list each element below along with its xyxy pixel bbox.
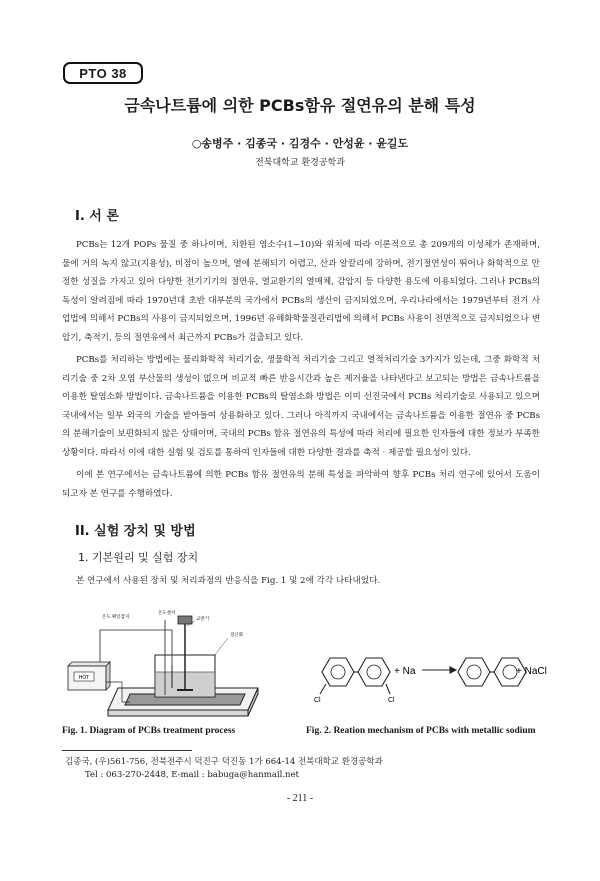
treatment-process-diagram [60, 610, 290, 722]
stirrer-label: 교반기 [196, 616, 210, 621]
intro-paragraph-3: 이에 본 연구에서는 금속나트륨에 의한 PCBs 함유 절연유의 분해 특성을 파악하여 향후 PCBs 처리 연구에 있어서 도움이 되고자 본 연구를 수행하였다. [62, 470, 540, 499]
temperature-sensor-label: 온도센서 [158, 610, 176, 615]
methods-paragraph-1: 본 연구에서 사용된 장치 및 처리과정의 반응식을 Fig. 1 및 2에 각각 나타내었다. [76, 576, 381, 586]
intro-paragraph-2: PCBs를 처리하는 방법에는 물리화학적 처리기술, 생물학적 처리기술 그리고 열적처리기술 3가지가 있는데, 그중 화학적 처리기술 중 2차 오염 부산물의 생성이 없으며 비교적 빠른 반응시간과 높은 제거율을 나타낸다고 보고되는 방법은 금속나트륨을 이용한 탈염소화 방법이다. 금속나트륨을 이용한 PCBs의 탈염소화 방법은 이미 선진국에서 PCBs 처리기술로 사용되고 있으며 국내에서는 일부 외국의 기술을 받아들여 상용화하고 있다. 그러나 아직까지 국내에서는 금속나트륨을 이용한 절연유 중 PCBs의 분해기술이 보편화되지 않은 상태이며, 국내의 PCBs 함유 절연유의 특성에 따라 처리에 필요한 인자들에 대한 정보가 부족한 상황이다. 따라서 이에 대한 실험 및 검토를 통하여 인자들에 대한 다양한 결과를 축적 · 제공할 필요성이 있다. [62, 355, 540, 458]
figure-2-caption: Fig. 2. Reation mechanism of PCBs with metallic sodium [306, 726, 536, 736]
footnote-address: 김종국, (우)561-756, 전북전주시 덕진구 덕진동 1가 664-14 전북대학교 환경공학과 [65, 757, 383, 767]
sodium-chloride-product-label: + NaCl [516, 666, 547, 677]
sodium-reagent-label: + Na [394, 666, 416, 677]
temperature-check-label: 온도 확인감지 [102, 614, 130, 619]
reaction-mechanism-diagram [310, 640, 547, 710]
chlorine-label-left: Cl [314, 697, 321, 704]
paper-title: 금속나트륨에 의한 PCBs함유 절연유의 분해 특성 [124, 96, 476, 115]
figure-1-caption: Fig. 1. Diagram of PCBs treatment process [62, 726, 236, 736]
vessel-label: 질산화 [230, 632, 244, 637]
affiliation: 전북대학교 환경공학과 [255, 158, 345, 168]
controller-label: HOT [78, 675, 90, 681]
section-heading-introduction: I. 서 론 [75, 209, 119, 224]
chlorine-label-right: Cl [388, 697, 395, 704]
footnote-divider [62, 750, 192, 751]
subsection-heading-principle: 1. 기본원리 및 실험 장치 [78, 551, 199, 564]
intro-paragraph-1: PCBs는 12개 POPs 물질 중 하나이며, 치환된 염소수(1~10)와 위치에 따라 이론적으로 총 209개의 이성체가 존재하며, 물에 거의 녹지 않고(지용성), 비점이 높으며, 열에 분해되기 어렵고, 산과 알칼리에 강하며, 전기절연성이 뛰어나 화학적으로 안정한 성질을 가지고 있어 다양한 전기기기의 절연유, 열교환기의 열매체, 감압지 등 다양한 용도에 이용되었다. 그러나 PCBs의 독성이 알려짐에 따라 1970년대 초반 대부분의 국가에서 PCBs의 생산이 금지되었으며, 우리나라에서는 1979년부터 전기 사업법에 의해서 PCBs의 사용이 금지되었으며, 1996년 유해화학물질관리법에 의해서 PCBs 사용이 전면적으로 금지되었으나 변압기, 축적기, 등의 절연유에서 최근까지 PCBs가 검출되고 있다. [62, 240, 540, 343]
page-number: - 211 - [286, 793, 314, 804]
session-badge: PTO 38 [63, 62, 143, 84]
author-list: ○송병주 · 김종국 · 김경수 · 안성윤 · 윤길도 [191, 137, 409, 150]
section-heading-methods: II. 실험 장치 및 방법 [75, 524, 196, 539]
footnote-contact: Tel : 063-270-2448, E-mail : babuga@hanmail.net [85, 770, 299, 780]
